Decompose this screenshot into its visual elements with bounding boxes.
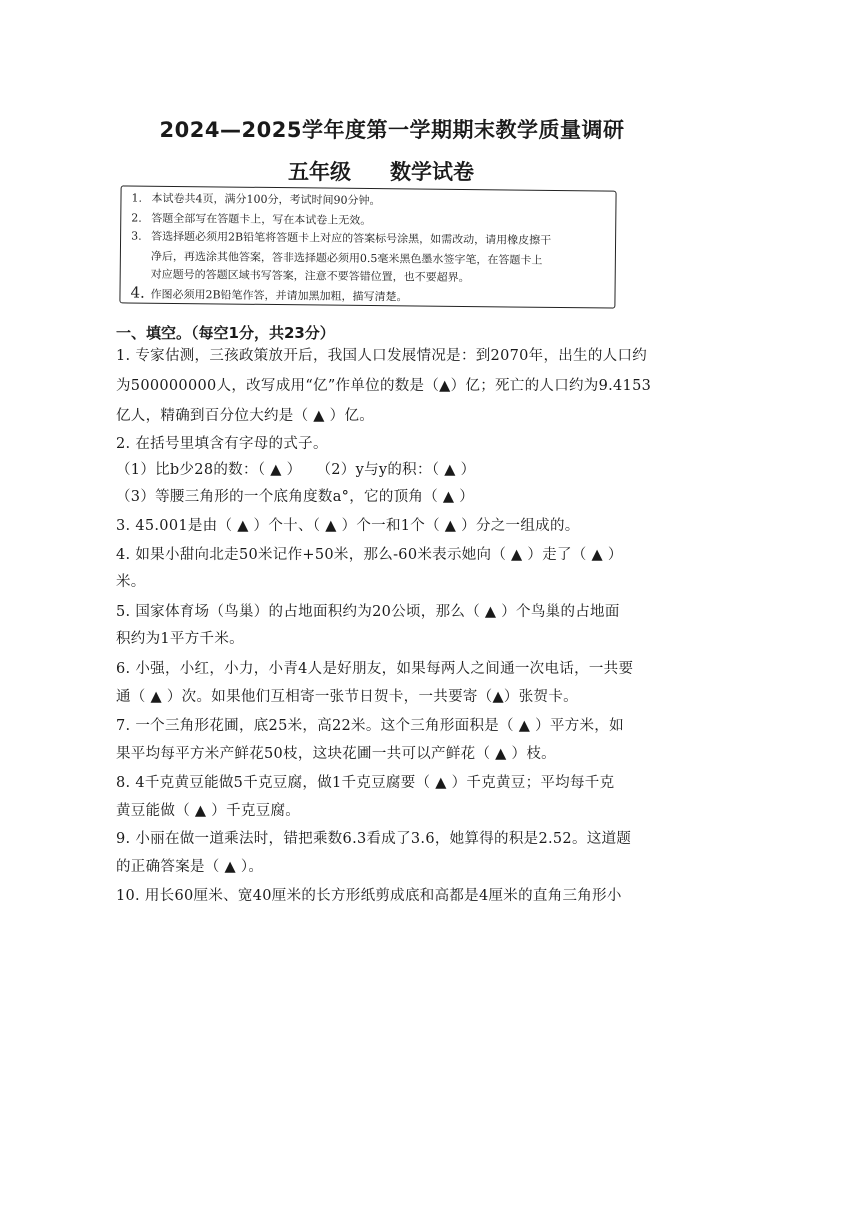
question-line: 1. 专家估测，三孩政策放开后，我国人口发展情况是：到2070年，出生的人口约	[116, 348, 648, 364]
instruction-item: 1. 本试卷共4页，满分100分，考试时间90分钟。	[131, 191, 381, 208]
exam-title: 2024—2025学年度第一学期期末教学质量调研	[159, 118, 625, 142]
question-line: 7. 一个三角形花圃，底25米，高22米。这个三角形面积是（ ▲ ）平方米，如	[116, 718, 624, 734]
question-line: 为500000000人，改写成用“亿”作单位的数是（▲）亿；死亡的人口约为9.4153	[116, 378, 652, 394]
grade-label: 五年级	[288, 160, 351, 184]
question-line: 亿人，精确到百分位大约是（ ▲ ）亿。	[116, 408, 375, 424]
question-line: 果平均每平方米产鲜花50枝，这块花圃一共可以产鲜花（ ▲ ）枝。	[116, 746, 556, 762]
question-line: 黄豆能做（ ▲ ）千克豆腐。	[116, 803, 301, 819]
instruction-item: 2. 答题全部写在答题卡上，写在本试卷上无效。	[131, 211, 372, 228]
instruction-item: 3. 答选择题必须用2B铅笔将答题卡上对应的答案标号涂黑，如需改动，请用橡皮擦干	[131, 229, 552, 247]
question-line: （3）等腰三角形的一个底角度数a°，它的顶角（ ▲ ）	[116, 489, 475, 505]
instructions-box	[119, 185, 616, 308]
question-line: 2. 在括号里填含有字母的式子。	[116, 436, 328, 452]
question-line: 6. 小强，小红，小力，小青4人是好朋友，如果每两人之间通一次电话，一共要	[116, 661, 634, 677]
question-line: 3. 45.001是由（ ▲ ）个十、（ ▲ ）个一和1个（ ▲ ）分之一组成的。	[116, 518, 580, 534]
question-line: 4. 如果小甜向北走50米记作+50米，那么-60米表示她向（ ▲ ）走了（ ▲ ）	[116, 547, 623, 563]
question-line: 5. 国家体育场（鸟巢）的占地面积约为20公顷，那么（ ▲ ）个鸟巢的占地面	[116, 604, 620, 620]
section-title: 一、填空。（每空1分，共23分）	[116, 324, 335, 342]
question-line: 积约为1平方千米。	[116, 631, 244, 647]
question-line: 8. 4千克黄豆能做5千克豆腐，做1千克豆腐要（ ▲ ）千克黄豆；平均每千克	[116, 775, 615, 791]
question-line: 9. 小丽在做一道乘法时，错把乘数6.3看成了3.6，她算得的积是2.52。这道题	[116, 831, 632, 847]
instruction-item-continued: 对应题号的答题区域书写答案，注意不要答错位置，也不要超界。	[150, 267, 470, 285]
instruction-item-continued: 净后，再选涂其他答案，答非选择题必须用0.5毫米黑色墨水签字笔，在答题卡上	[150, 249, 543, 267]
instruction-item: 4. 作图必须用2B铅笔作答，并请加黑加粗，描写清楚。	[130, 283, 408, 304]
paper-name: 数学试卷	[390, 160, 474, 184]
question-line: 米。	[116, 574, 146, 590]
question-line: 10. 用长60厘米、宽40厘米的长方形纸剪成底和高都是4厘米的直角三角形小	[116, 888, 622, 904]
question-line: 的正确答案是（ ▲ ）。	[116, 859, 264, 875]
question-line: （1）比b少28的数：（ ▲ ） （2）y与y的积：（ ▲ ）	[116, 462, 476, 478]
question-line: 通（ ▲ ）次。如果他们互相寄一张节日贺卡，一共要寄（▲）张贺卡。	[116, 689, 578, 705]
